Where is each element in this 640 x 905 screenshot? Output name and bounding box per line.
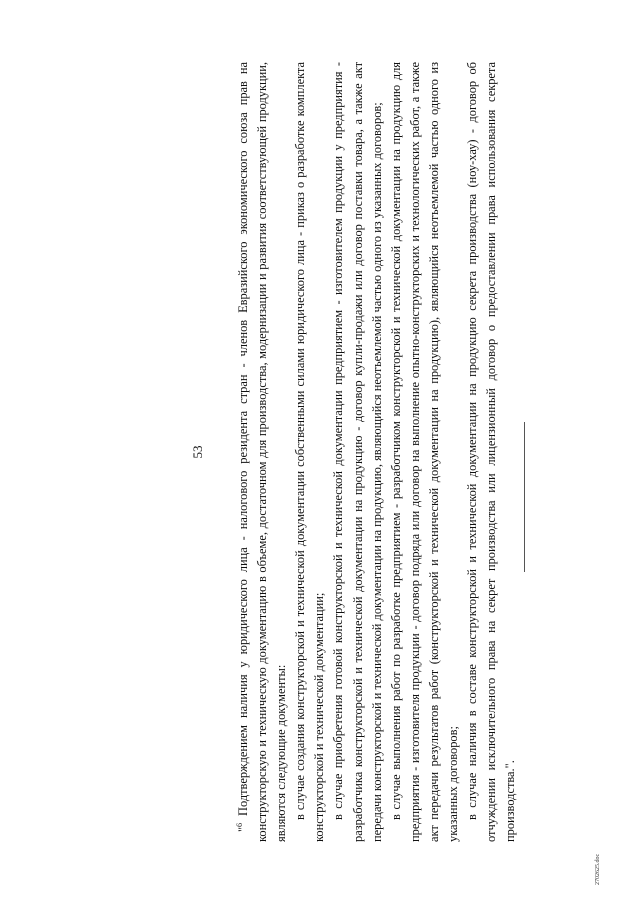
page-number: 53 (190, 445, 205, 459)
file-code: 2702625.doc (595, 853, 601, 885)
footnote-text (234, 62, 520, 842)
paragraph-5: в случае наличия в составе конструкторской и технической документации на продукцию секрета производства (ноу-хау) - договор об отчуждении исключительного права на секрет производства или лицензионный договор о предоставлении права использования секрета производства.". (465, 62, 518, 842)
paragraph-4: в случае выполнения работ по разработке предприятием - разработчиком конструкторской и технической документации на продукцию для предприятия - изготовителя продукции - договор подряда или договор на выполнение опытно-конструкторских и технологических работ, а также акт передачи результатов работ (конструкторской и технической документации на продукцию), являющийся неотъемлемой частью одного из указанных договоров; (388, 62, 461, 842)
end-divider-line (524, 422, 525, 572)
footnote-quote-mark: " (236, 826, 250, 832)
rotated-content (190, 62, 530, 842)
paragraph-2: в случае создания конструкторской и технической документации собственными силами юридического лица - приказ о разработке комплекта конструкторской и технической документации; (293, 62, 327, 842)
footnote-number: 6 (234, 822, 244, 827)
paragraph-1-text: Подтверждением наличия у юридического лица - налогового резидента стран - членов Евразийского экономического союза прав на конструкторскую и техническую документацию в объеме, достаточном для производства, модернизации и развития соответствующей продукции, являются следующие документы: (236, 62, 289, 842)
paragraph-1 (234, 62, 291, 842)
paragraph-3: в случае приобретения готовой конструкторской и технической документации предприятием - изготовителем продукции у предприятия - разработчика конструкторской и технической документации на продукцию - договор купли-продажи или договор поставки товара, а также акт передачи конструкторской и технической документации на продукцию, являющийся неотъемлемой частью одного из указанных договоров; (331, 62, 384, 842)
